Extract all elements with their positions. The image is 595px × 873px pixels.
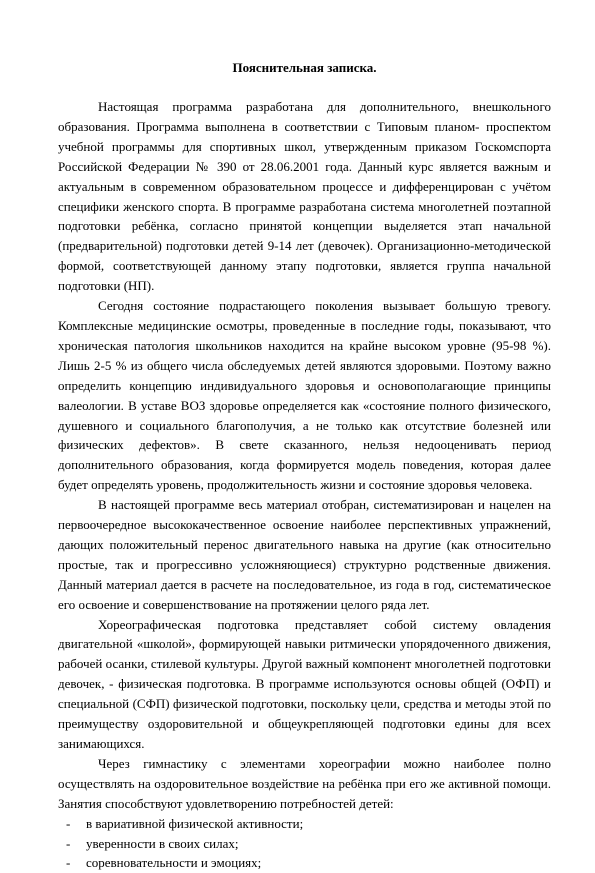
paragraph-program-intro: Настоящая программа разработана для дополнительного, внешкольного образования. Программа выполнена в соответствии с Типовым планом- проспектом учебной программы для спортивных школ, утвержденным приказом Госкомспорта Российской Федерации № 390 от 28.06.2001 года. Данный курс является важным и актуальным в современном образовательном процессе и дифференцирован с учётом специфики женского спорта. В программе разработана система многолетней поэтапной подготовки ребёнка, согласно принятой концепции выделяется этап начальной (предварительной) подготовки детей 9-14 лет (девочек). Организационно-методической формой, соответствующей данному этапу подготовки, является группа начальной подготовки (НП). <box>58 99 551 294</box>
needs-list <box>58 814 551 873</box>
list-item-text: в вариативной физической активности; <box>86 815 304 831</box>
list-dash: - <box>66 815 71 831</box>
document-title: Пояснительная записка. <box>232 60 377 75</box>
paragraph-health-state: Сегодня состояние подрастающего поколения вызывает большую тревогу. Комплексные медицинские осмотры, проведенные в последние годы, показывают, что хроническая патология школьников находится на крайне высоком уровне (95-98 %). Лишь 2-5 % из общего числа обследуемых детей являются здоровыми. Поэтому важно определить концепцию индивидуального здоровья и основополагающие принципы валеологии. В уставе ВОЗ здоровье определяется как «состояние полного физического, душевного и социального благополучия, а не только как отсутствие болезней или физических дефектов». В свете сказанного, нельзя недооценивать период дополнительного образования, когда формируется модель поведения, которая далее будет определять уровень, продолжительность жизни и состояние здоровья человека. <box>58 298 551 493</box>
paragraph-gymnastics: Через гимнастику с элементами хореографии можно наиболее полно осуществлять на оздоровительное воздействие на ребёнка при его же активной помощи. Занятия способствуют удовлетворению потребностей детей: <box>58 755 551 811</box>
list-dash: - <box>66 835 71 851</box>
list-item <box>58 834 551 854</box>
paragraph-material-selection: В настоящей программе весь материал отобран, систематизирован и нацелен на первоочередное высококачественное освоение наиболее перспективных упражнений, дающих положительный перенос двигательного навыка на другие (как относительно простые, так и прогрессивно усложняющиеся) структурно родственные движения. Данный материал дается в расчете на последовательное, из года в год, систематическое его освоение и совершенствование на протяжении целого ряда лет. <box>58 497 551 612</box>
list-item-text: уверенности в своих силах; <box>86 835 239 851</box>
paragraph-choreography: Хореографическая подготовка представляет собой систему овладения двигательной «школой», формирующей навыки ритмически упорядоченного движения, рабочей осанки, стилевой культуры. Другой важный компонент многолетней подготовки девочек, - физическая подготовка. В программе используются основы общей (ОФП) и специальной (СФП) физической подготовки, поскольку цели, средства и методы этой по преимуществу оздоровительной и общеукрепляющей подготовки едины для всех занимающихся. <box>58 616 551 751</box>
list-item-text: соревновательности и эмоциях; <box>86 855 262 871</box>
list-item <box>58 814 551 834</box>
list-item <box>58 853 551 873</box>
list-dash: - <box>66 855 71 871</box>
